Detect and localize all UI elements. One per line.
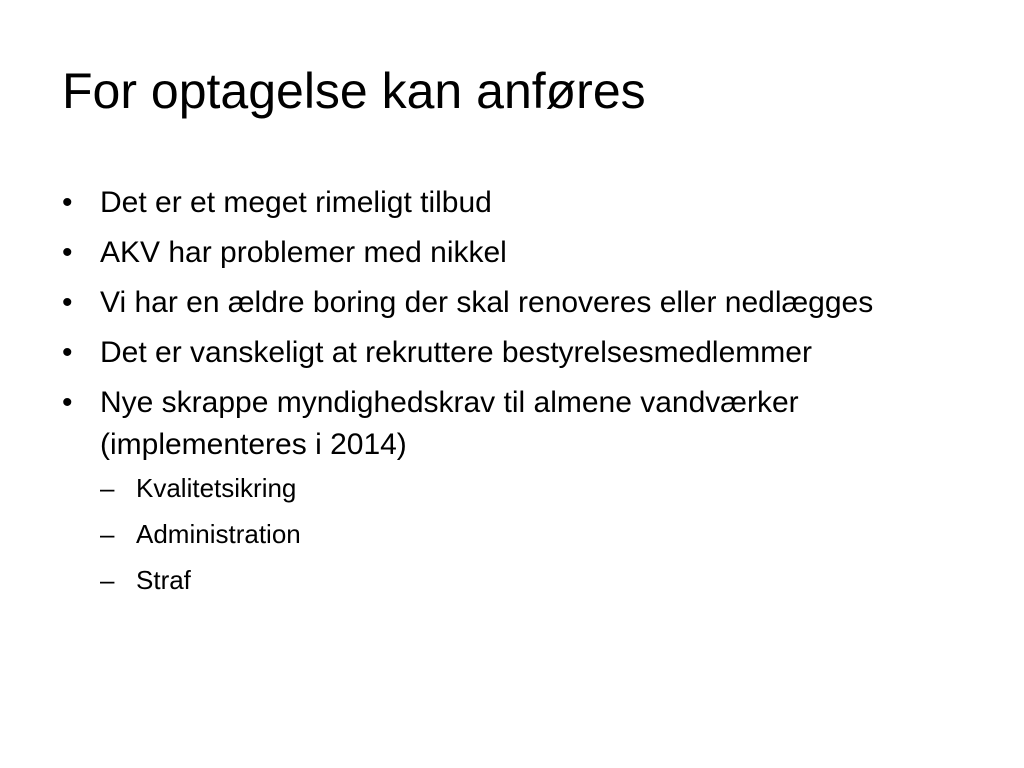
bullet-item bbox=[62, 282, 960, 324]
slide-title: For optagelse kan anføres bbox=[62, 63, 646, 119]
sub-bullet-item bbox=[100, 468, 960, 508]
sub-bullet-item bbox=[100, 514, 960, 554]
sub-bullet-text: Straf bbox=[136, 565, 191, 595]
bullet-icon: • bbox=[62, 336, 73, 369]
dash-icon: – bbox=[100, 565, 115, 595]
dash-icon: – bbox=[100, 473, 115, 503]
sub-bullet-item bbox=[100, 560, 960, 600]
sub-bullet-list bbox=[100, 468, 960, 600]
bullet-item bbox=[62, 332, 960, 374]
bullet-list bbox=[62, 182, 962, 608]
bullet-text: Nye skrappe myndighedskrav til almene vandværker (implementeres i 2014) bbox=[100, 386, 799, 461]
sub-bullet-text: Administration bbox=[136, 519, 301, 549]
bullet-icon: • bbox=[62, 286, 73, 319]
bullet-item bbox=[62, 232, 960, 274]
bullet-icon: • bbox=[62, 186, 73, 219]
bullet-text: AKV har problemer med nikkel bbox=[100, 236, 507, 269]
bullet-icon: • bbox=[62, 236, 73, 269]
bullet-item bbox=[62, 382, 960, 600]
bullet-icon: • bbox=[62, 386, 73, 419]
sub-bullet-text: Kvalitetsikring bbox=[136, 473, 297, 503]
dash-icon: – bbox=[100, 519, 115, 549]
bullet-text: Det er vanskeligt at rekruttere bestyrelsesmedlemmer bbox=[100, 336, 812, 369]
bullet-item bbox=[62, 182, 960, 224]
bullet-text: Vi har en ældre boring der skal renoveres eller nedlægges bbox=[100, 286, 874, 319]
bullet-text: Det er et meget rimeligt tilbud bbox=[100, 186, 492, 219]
